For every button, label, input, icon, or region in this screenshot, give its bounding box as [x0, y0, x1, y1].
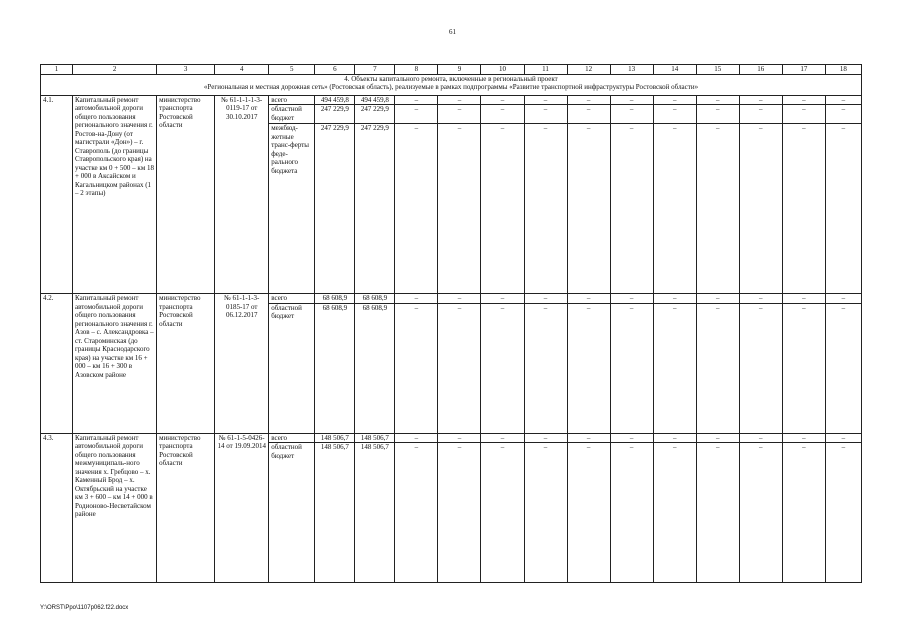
empty-value-dash: –: [524, 443, 567, 583]
row-number: 4.1.: [41, 95, 73, 294]
amount-c6: 68 608,9: [315, 303, 355, 433]
design-document: № 61-1-1-3-0185-17 от 06.12.2017: [215, 294, 269, 434]
empty-value-dash: –: [825, 294, 861, 304]
empty-value-dash: –: [438, 95, 481, 105]
object-name: Капитальный ремонт автомобильной дороги общего пользования межмуниципаль-ного значения х. Гребцово – х. Каменный Брод – х. Октябрьский на участке км 3 + 600 – км 14 + 000 в Родионово-Несветайском районе: [73, 433, 157, 583]
column-number-16: 16: [739, 65, 782, 75]
column-number-12: 12: [567, 65, 610, 75]
empty-value-dash: –: [524, 294, 567, 304]
column-number-4: 4: [215, 65, 269, 75]
empty-value-dash: –: [782, 95, 825, 105]
empty-value-dash: –: [782, 124, 825, 294]
funding-source: областной бюджет: [269, 105, 315, 124]
column-number-13: 13: [610, 65, 653, 75]
empty-value-dash: –: [739, 294, 782, 304]
empty-value-dash: –: [696, 433, 739, 443]
funding-source: межбюд-жетные транс-ферты феде-рального бюджета: [269, 124, 315, 294]
object-name: Капитальный ремонт автомобильной дороги общего пользования регионального значения г. Ростов-на-Дону (от магистрали «Дон») – г. Ставрополь (до границы Ставропольского края) на участке км 0 + 500 – км 18 + 000 в Аксайском и Кагальницком районах (1 – 2 этапы): [73, 95, 157, 294]
empty-value-dash: –: [481, 294, 524, 304]
column-number-5: 5: [269, 65, 315, 75]
empty-value-dash: –: [567, 443, 610, 583]
empty-value-dash: –: [782, 433, 825, 443]
amount-c7: 148 506,7: [355, 433, 395, 443]
amount-c6: 148 506,7: [315, 433, 355, 443]
empty-value-dash: –: [739, 124, 782, 294]
empty-value-dash: –: [481, 124, 524, 294]
column-number-9: 9: [438, 65, 481, 75]
column-number-8: 8: [395, 65, 438, 75]
empty-value-dash: –: [481, 433, 524, 443]
empty-value-dash: –: [610, 303, 653, 433]
funding-source: всего: [269, 294, 315, 304]
empty-value-dash: –: [696, 124, 739, 294]
column-number-15: 15: [696, 65, 739, 75]
empty-value-dash: –: [567, 433, 610, 443]
empty-value-dash: –: [567, 124, 610, 294]
empty-value-dash: –: [825, 443, 861, 583]
empty-value-dash: –: [782, 443, 825, 583]
amount-c7: 494 459,8: [355, 95, 395, 105]
column-number-17: 17: [782, 65, 825, 75]
file-path-footer: Y:\ORST\Ppo\1107p062.f22.docx: [40, 605, 129, 611]
design-document: № 61-1-1-1-3-0119-17 от 30.10.2017: [215, 95, 269, 294]
empty-value-dash: –: [739, 303, 782, 433]
object-name: Капитальный ремонт автомобильной дороги общего пользования регионального значения г. Азов – с. Александровка – ст. Староминская (до границы Краснодарского края) на участке км 16 + 000 – км 16 + 300 в Азовском районе: [73, 294, 157, 434]
empty-value-dash: –: [395, 303, 438, 433]
amount-c6: 148 506,7: [315, 443, 355, 583]
empty-value-dash: –: [481, 105, 524, 124]
empty-value-dash: –: [610, 443, 653, 583]
empty-value-dash: –: [395, 433, 438, 443]
amount-c7: 68 608,9: [355, 303, 395, 433]
empty-value-dash: –: [438, 433, 481, 443]
row-number: 4.3.: [41, 433, 73, 583]
empty-value-dash: –: [395, 95, 438, 105]
column-number-1: 1: [41, 65, 73, 75]
empty-value-dash: –: [653, 303, 696, 433]
empty-value-dash: –: [524, 303, 567, 433]
amount-c7: 247 229,9: [355, 124, 395, 294]
empty-value-dash: –: [739, 433, 782, 443]
funding-source: всего: [269, 95, 315, 105]
empty-value-dash: –: [438, 303, 481, 433]
empty-value-dash: –: [610, 124, 653, 294]
empty-value-dash: –: [567, 294, 610, 304]
empty-value-dash: –: [610, 95, 653, 105]
empty-value-dash: –: [653, 443, 696, 583]
table-row: [41, 294, 862, 304]
empty-value-dash: –: [567, 303, 610, 433]
empty-value-dash: –: [653, 433, 696, 443]
empty-value-dash: –: [524, 433, 567, 443]
empty-value-dash: –: [696, 105, 739, 124]
column-number-2: 2: [73, 65, 157, 75]
customer-name: министерство транспорта Ростовской области: [157, 294, 215, 434]
empty-value-dash: –: [825, 95, 861, 105]
customer-name: министерство транспорта Ростовской области: [157, 433, 215, 583]
funding-source: областной бюджет: [269, 443, 315, 583]
empty-value-dash: –: [696, 95, 739, 105]
empty-value-dash: –: [653, 105, 696, 124]
empty-value-dash: –: [438, 443, 481, 583]
table-row: [41, 95, 862, 105]
column-number-3: 3: [157, 65, 215, 75]
amount-c7: 148 506,7: [355, 443, 395, 583]
table-row: [41, 433, 862, 443]
empty-value-dash: –: [481, 443, 524, 583]
empty-value-dash: –: [825, 105, 861, 124]
empty-value-dash: –: [782, 303, 825, 433]
empty-value-dash: –: [567, 105, 610, 124]
empty-value-dash: –: [696, 303, 739, 433]
section-header-row: [41, 74, 862, 95]
empty-value-dash: –: [739, 105, 782, 124]
empty-value-dash: –: [481, 303, 524, 433]
amount-c6: 247 229,9: [315, 124, 355, 294]
empty-value-dash: –: [825, 303, 861, 433]
empty-value-dash: –: [438, 105, 481, 124]
empty-value-dash: –: [395, 124, 438, 294]
column-number-14: 14: [653, 65, 696, 75]
column-number-row: [41, 65, 862, 75]
empty-value-dash: –: [610, 294, 653, 304]
row-number: 4.2.: [41, 294, 73, 434]
empty-value-dash: –: [653, 95, 696, 105]
capital-repair-table: [40, 64, 862, 583]
section-title: 4. Объекты капитального ремонта, включенные в региональный проект «Региональная и местная дорожная сеть» (Ростовская область), реализуемые в рамках подпрограммы «Развитие транспортной инфраструктуры Ростовской области»: [41, 74, 862, 95]
column-number-18: 18: [825, 65, 861, 75]
empty-value-dash: –: [438, 294, 481, 304]
empty-value-dash: –: [825, 433, 861, 443]
column-number-6: 6: [315, 65, 355, 75]
empty-value-dash: –: [653, 294, 696, 304]
customer-name: министерство транспорта Ростовской области: [157, 95, 215, 294]
empty-value-dash: –: [524, 124, 567, 294]
empty-value-dash: –: [825, 124, 861, 294]
amount-c6: 247 229,9: [315, 105, 355, 124]
column-number-11: 11: [524, 65, 567, 75]
empty-value-dash: –: [438, 124, 481, 294]
empty-value-dash: –: [739, 95, 782, 105]
empty-value-dash: –: [567, 95, 610, 105]
amount-c7: 68 608,9: [355, 294, 395, 304]
empty-value-dash: –: [610, 105, 653, 124]
empty-value-dash: –: [481, 95, 524, 105]
design-document: № 61-1-5-0426-14 от 19.09.2014: [215, 433, 269, 583]
empty-value-dash: –: [395, 443, 438, 583]
empty-value-dash: –: [739, 443, 782, 583]
column-number-7: 7: [355, 65, 395, 75]
empty-value-dash: –: [782, 294, 825, 304]
empty-value-dash: –: [395, 294, 438, 304]
empty-value-dash: –: [653, 124, 696, 294]
amount-c6: 68 608,9: [315, 294, 355, 304]
amount-c6: 494 459,8: [315, 95, 355, 105]
empty-value-dash: –: [524, 95, 567, 105]
empty-value-dash: –: [610, 433, 653, 443]
empty-value-dash: –: [524, 105, 567, 124]
empty-value-dash: –: [696, 294, 739, 304]
empty-value-dash: –: [696, 443, 739, 583]
empty-value-dash: –: [782, 105, 825, 124]
empty-value-dash: –: [395, 105, 438, 124]
funding-source: областной бюджет: [269, 303, 315, 433]
amount-c7: 247 229,9: [355, 105, 395, 124]
page-number: 61: [449, 28, 456, 36]
funding-source: всего: [269, 433, 315, 443]
column-number-10: 10: [481, 65, 524, 75]
